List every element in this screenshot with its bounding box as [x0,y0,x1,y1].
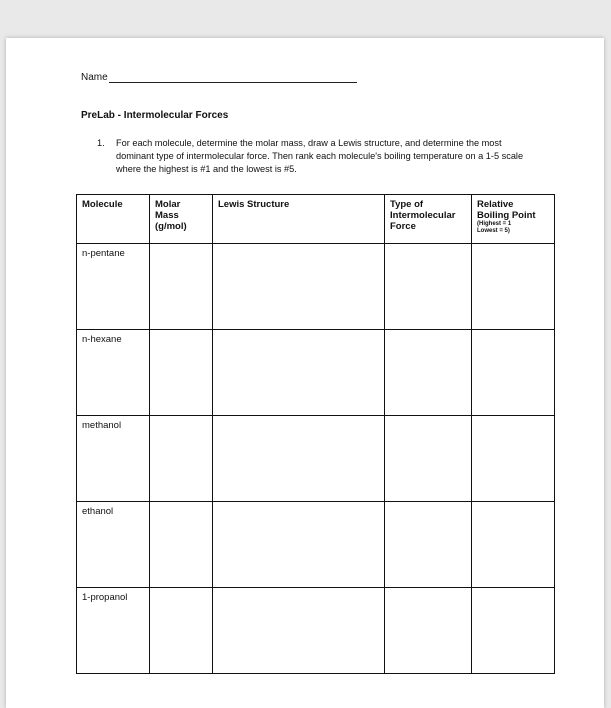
header-boiling-point [472,195,555,244]
table-row [77,330,555,416]
header-bp-line2: Boiling Point [477,210,536,221]
header-molar-mass-line2: Mass [155,210,179,221]
header-bp-note1: (Highest = 1 [477,221,512,227]
table-header-row [77,195,555,244]
molecule-cell: methanol [77,416,150,502]
name-label: Name [81,72,108,83]
table-row [77,416,555,502]
question-text: For each molecule, determine the molar mass, draw a Lewis structure, and determine the most dominant type of intermolecular force. Then rank each molecule's boiling temperature on a 1-5 scale where the highest is #1 and the lowest is #5. [116,138,524,174]
lewis-structure-cell[interactable] [213,244,385,330]
document-title: PreLab - Intermolecular Forces [81,110,229,121]
lewis-structure-cell[interactable] [213,502,385,588]
imf-cell[interactable] [385,588,472,674]
header-imf-line3: Force [390,221,416,232]
header-imf-line2: Intermolecular [390,210,456,221]
table-row [77,502,555,588]
header-molar-mass-line1: Molar [155,199,181,210]
question-number: 1. [97,138,105,148]
lewis-structure-cell[interactable] [213,588,385,674]
molecule-cell: n-hexane [77,330,150,416]
question-1 [97,137,537,176]
imf-cell[interactable] [385,244,472,330]
lewis-structure-cell[interactable] [213,330,385,416]
document-page [6,38,604,708]
header-imf-line1: Type of [390,199,424,210]
boiling-point-cell[interactable] [472,502,555,588]
boiling-point-cell[interactable] [472,244,555,330]
molar-mass-cell[interactable] [150,588,213,674]
header-lewis-structure: Lewis Structure [213,195,385,244]
molar-mass-cell[interactable] [150,416,213,502]
prelab-table [76,194,555,674]
imf-cell[interactable] [385,416,472,502]
imf-cell[interactable] [385,502,472,588]
lewis-structure-cell[interactable] [213,416,385,502]
header-molecule: Molecule [77,195,150,244]
boiling-point-cell[interactable] [472,588,555,674]
molar-mass-cell[interactable] [150,502,213,588]
header-intermolecular-force [385,195,472,244]
header-bp-line1: Relative [477,199,514,210]
molecule-cell: ethanol [77,502,150,588]
header-molar-mass-line3: (g/mol) [155,221,187,232]
molar-mass-cell[interactable] [150,244,213,330]
table-row [77,244,555,330]
imf-cell[interactable] [385,330,472,416]
name-blank-line [109,73,357,83]
boiling-point-cell[interactable] [472,330,555,416]
boiling-point-cell[interactable] [472,416,555,502]
molar-mass-cell[interactable] [150,330,213,416]
name-field [81,72,357,83]
header-bp-note2: Lowest = 5) [477,228,510,234]
molecule-cell: n-pentane [77,244,150,330]
table-row [77,588,555,674]
molecule-cell: 1-propanol [77,588,150,674]
header-molar-mass [150,195,213,244]
